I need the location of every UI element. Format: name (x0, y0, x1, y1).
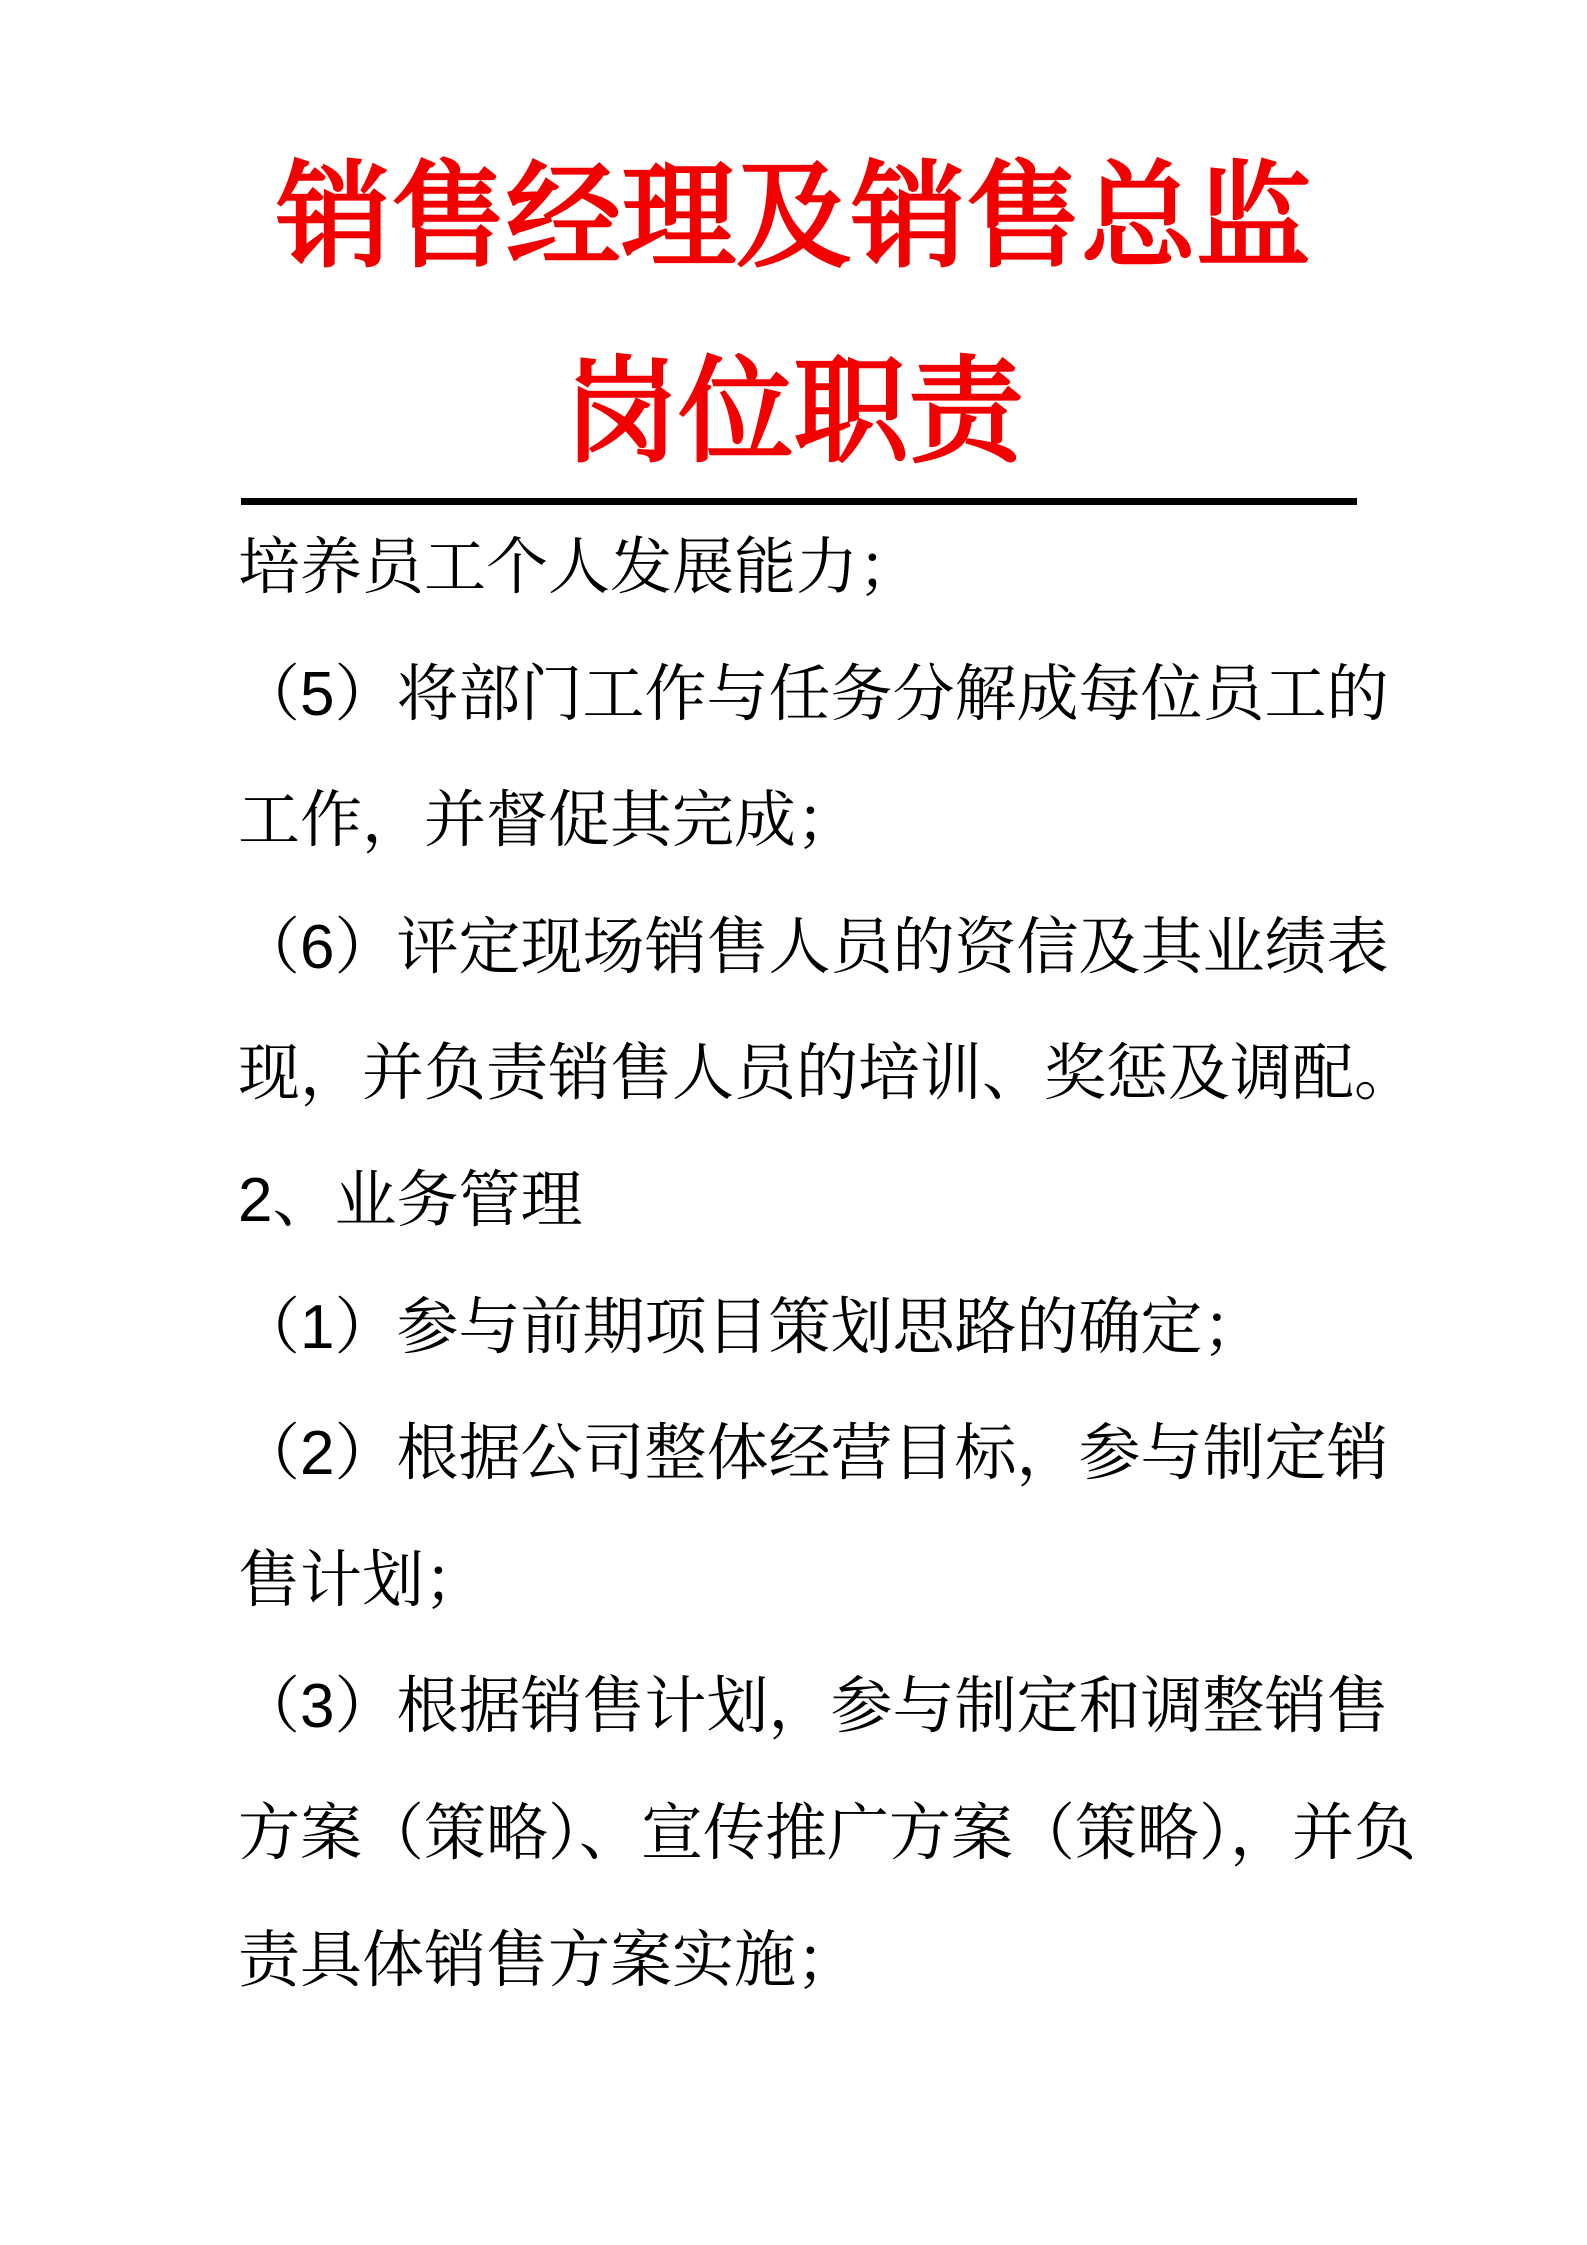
body-line: 现，并负责销售人员的培训、奖惩及调配。 (238, 1039, 1417, 1109)
body-line: （5）将部门工作与任务分解成每位员工的 (238, 659, 1389, 729)
body-line: （6）评定现场销售人员的资信及其业绩表 (238, 912, 1389, 982)
page-title-line-1: 销售经理及销售总监 (275, 153, 1311, 281)
body-line: 工作，并督促其完成； (238, 786, 859, 856)
page-title (0, 120, 1587, 510)
body-line: （1）参与前期项目策划思路的确定； (238, 1292, 1265, 1362)
title-divider-rule (241, 498, 1357, 505)
body-line: 售计划； (238, 1545, 487, 1615)
body-line: 责具体销售方案实施； (238, 1925, 859, 1995)
body-line: 方案（策略）、宣传推广方案（策略），并负 (238, 1798, 1417, 1868)
body-text (238, 505, 1417, 2024)
body-line: 培养员工个人发展能力； (238, 533, 921, 602)
body-line: （3）根据销售计划，参与制定和调整销售 (238, 1672, 1389, 1742)
body-line: 2、业务管理 (238, 1165, 583, 1235)
page-title-line-2: 岗位职责 (563, 348, 1024, 476)
body-line: （2）根据公司整体经营目标，参与制定销 (238, 1419, 1389, 1489)
